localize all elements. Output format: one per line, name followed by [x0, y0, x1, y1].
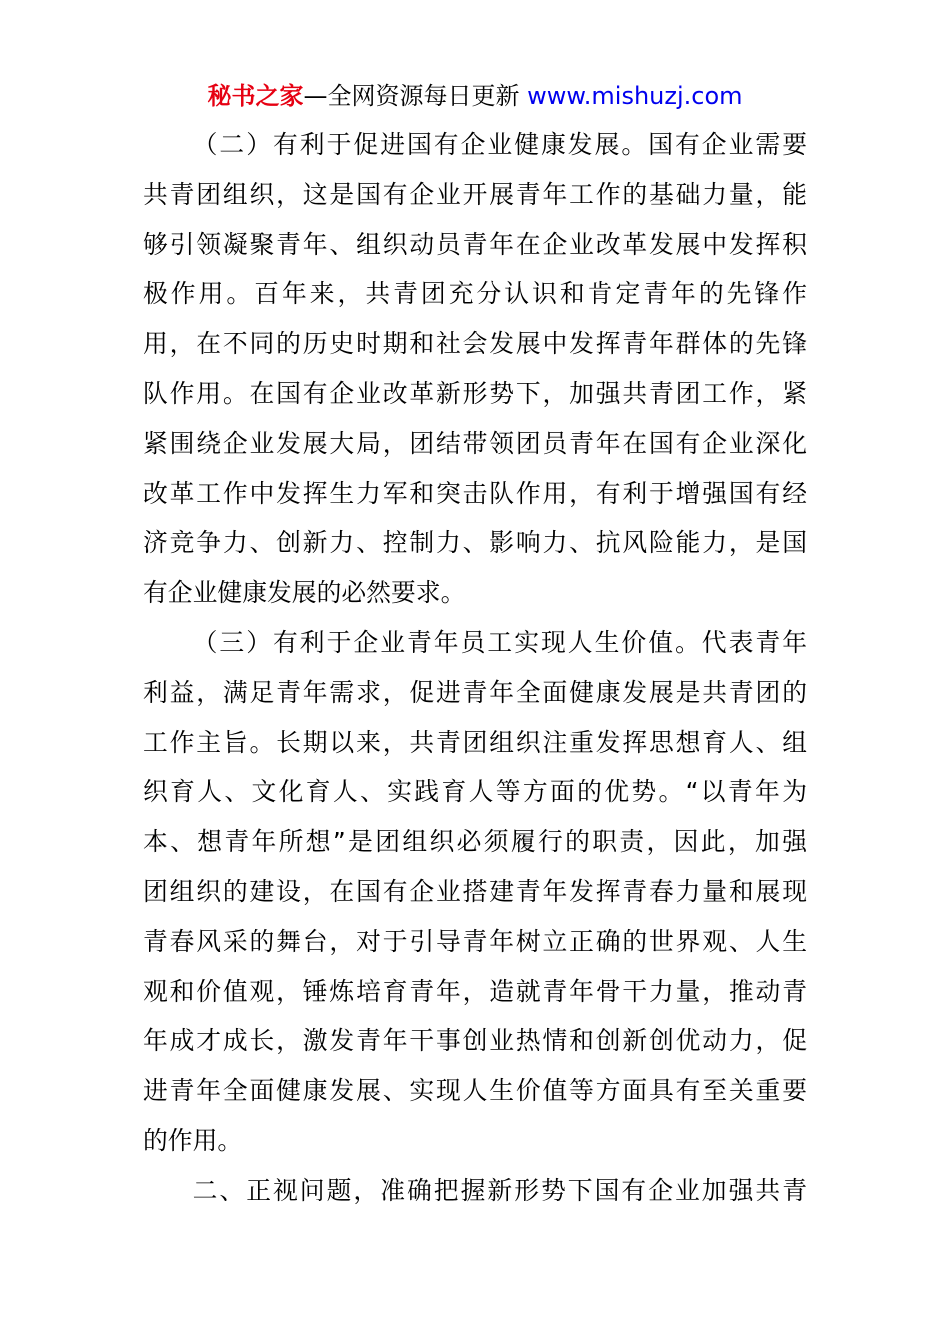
paragraph-line: 青春风采的舞台，对于引导青年树立正确的世界观、人生 [143, 926, 807, 956]
paragraph-line: （三）有利于企业青年员工实现人生价值。代表青年 [192, 627, 807, 657]
paragraph-line: 观和价值观，锤炼培育青年，造就青年骨干力量，推动青 [143, 976, 807, 1006]
paragraph-line: 利益，满足青年需求，促进青年全面健康发展是共青团的 [143, 677, 807, 707]
paragraph-line: 的作用。 [143, 1125, 243, 1155]
paragraph-line: 进青年全面健康发展、实现人生价值等方面具有至关重要 [143, 1076, 807, 1106]
paragraph-line: 极作用。百年来，共青团充分认识和肯定青年的先锋作 [143, 279, 807, 309]
paragraph-line: 有企业健康发展的必然要求。 [143, 578, 466, 608]
page-header [0, 80, 950, 112]
paragraph-line: 紧围绕企业发展大局，团结带领团员青年在国有企业深化 [143, 428, 807, 458]
paragraph-line: 改革工作中发挥生力军和突击队作用，有利于增强国有经 [143, 478, 807, 508]
paragraph-line: 工作主旨。长期以来，共青团组织注重发挥思想育人、组 [143, 727, 807, 757]
paragraph-line: 够引领凝聚青年、组织动员青年在企业改革发展中发挥积 [143, 229, 807, 259]
header-url[interactable]: www.mishuzj.com [527, 82, 743, 110]
paragraph-line: 共青团组织，这是国有企业开展青年工作的基础力量，能 [143, 179, 807, 209]
header-brand: 秘书之家 [207, 82, 304, 110]
paragraph-line: 织育人、文化育人、实践育人等方面的优势。“以青年为 [143, 777, 807, 807]
paragraph-line: 本、想青年所想”是团组织必须履行的职责，因此，加强 [143, 827, 807, 857]
paragraph-line: （二）有利于促进国有企业健康发展。国有企业需要 [192, 130, 807, 159]
header-tagline: —全网资源每日更新 [303, 82, 520, 110]
paragraph-line: 团组织的建设，在国有企业搭建青年发挥青春力量和展现 [143, 876, 807, 906]
section-heading-line: 二、正视问题，准确把握新形势下国有企业加强共青 [192, 1175, 807, 1205]
paragraph-line: 济竞争力、创新力、控制力、影响力、抗风险能力，是国 [143, 528, 807, 558]
paragraph-line: 年成才成长，激发青年干事创业热情和创新创优动力，促 [143, 1026, 807, 1056]
document-body [143, 120, 807, 1216]
paragraph-line: 队作用。在国有企业改革新形势下，加强共青团工作，紧 [143, 378, 807, 408]
paragraph-line: 用，在不同的历史时期和社会发展中发挥青年群体的先锋 [143, 329, 807, 359]
